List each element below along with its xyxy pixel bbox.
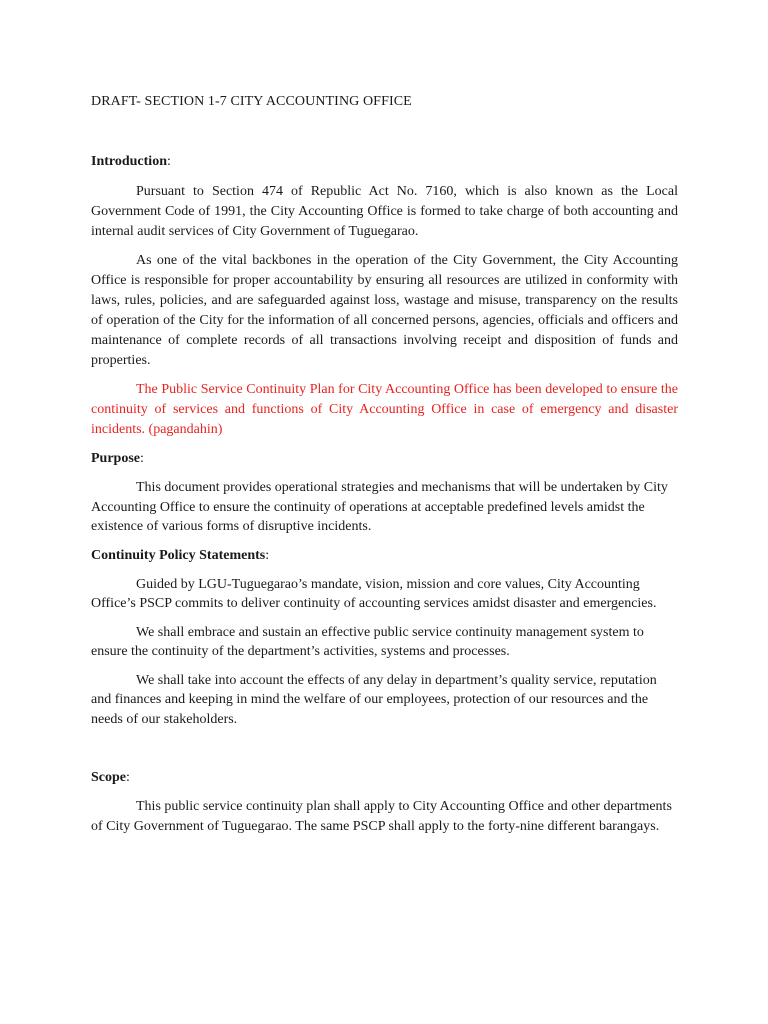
- purpose-heading-label: Purpose: [91, 451, 140, 466]
- continuity-paragraph-1: Guided by LGU-Tuguegarao’s mandate, vision, mission and core values, City Accounting Office’s PSCP commits to deliver continuity of accounting services amidst disaster and emergencies.: [91, 576, 657, 611]
- scope-heading-colon: :: [126, 770, 130, 785]
- introduction-paragraph-3-highlighted: The Public Service Continuity Plan for City Accounting Office has been developed to ensure the continuity of services and functions of City Accounting Office in case of emergency and disaster incidents. (pagandahin): [91, 382, 678, 437]
- introduction-paragraph-2: As one of the vital backbones in the operation of the City Government, the City Accounting Office is responsible for proper accountability by ensuring all resources are utilized in conformity with laws, rules, policies, and are safeguarded against loss, wastage and misuse, transparency on the results of operation of the City for the information of all concerned persons, agencies, officials and officers and maintenance of complete records of all transactions involving receipt and disposition of funds and properties.: [91, 253, 678, 368]
- continuity-heading: [91, 546, 678, 566]
- continuity-heading-label: Continuity Policy Statements: [91, 547, 266, 563]
- continuity-heading-colon: :: [265, 547, 270, 563]
- document-title: DRAFT- SECTION 1-7 CITY ACCOUNTING OFFICE: [91, 94, 412, 109]
- purpose-paragraph-1: This document provides operational strategies and mechanisms that will be undertaken by City Accounting Office to ensure the continuity of operations at acceptable predefined levels amidst the existence of various forms of disruptive incidents.: [91, 480, 668, 534]
- introduction-heading-label: Introduction: [91, 154, 167, 169]
- scope-heading: [91, 768, 678, 788]
- section-spacer: [91, 738, 678, 768]
- continuity-paragraph-3: We shall take into account the effects of any delay in department’s quality service, reputation and finances and keeping in mind the welfare of our employees, protection of our resources and the needs of our stakeholders.: [91, 672, 657, 727]
- introduction-paragraph-1: Pursuant to Section 474 of Republic Act No. 7160, which is also known as the Local Government Code of 1991, the City Accounting Office is formed to take charge of both accounting and internal audit services of City Government of Tuguegarao.: [91, 184, 678, 239]
- purpose-heading-colon: :: [140, 451, 144, 466]
- introduction-heading-colon: :: [166, 154, 171, 169]
- scope-heading-label: Scope: [91, 770, 126, 785]
- introduction-heading: [91, 152, 678, 172]
- scope-paragraph-1: This public service continuity plan shall apply to City Accounting Office and other departments of City Government of Tuguegarao. The same PSCP shall apply to the forty-nine different barangays.: [91, 799, 672, 834]
- continuity-paragraph-2: We shall embrace and sustain an effective public service continuity management system to ensure the continuity of the department’s activities, systems and processes.: [91, 624, 644, 659]
- purpose-heading: [91, 449, 678, 469]
